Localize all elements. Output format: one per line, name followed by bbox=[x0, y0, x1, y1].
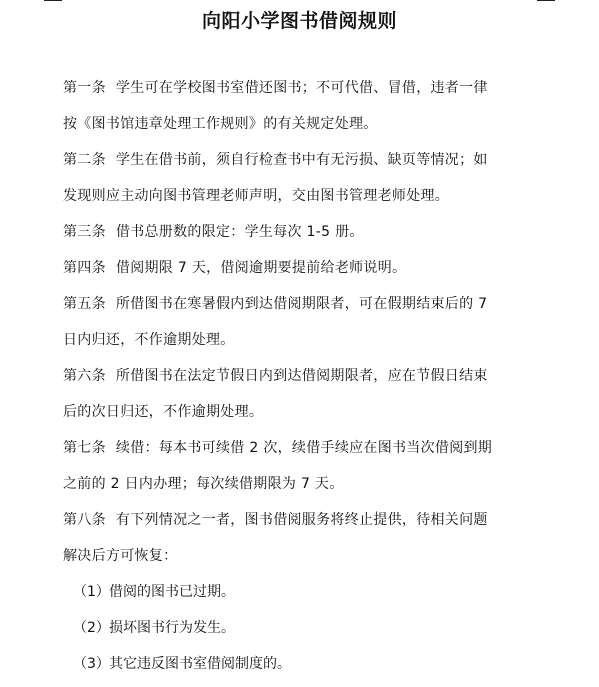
article-number: 第一条 bbox=[63, 80, 106, 96]
article-7-line-1 bbox=[63, 434, 535, 470]
rules-body bbox=[63, 74, 535, 686]
article-text: 学生可在学校图书室借还图书；不可代借、冒借，违者一律 bbox=[115, 80, 488, 96]
document-title: 向阳小学图书借阅规则 bbox=[201, 10, 397, 32]
article-6-line-1 bbox=[63, 362, 535, 398]
sub-item-number: （1） bbox=[73, 584, 110, 600]
article-3-line-1 bbox=[63, 218, 535, 254]
article-text: 有下列情况之一者，图书借阅服务将终止提供，待相关问题 bbox=[115, 512, 488, 528]
article-number: 第三条 bbox=[63, 224, 106, 240]
article-number: 第五条 bbox=[63, 296, 106, 312]
sub-item-number: （2） bbox=[73, 620, 110, 636]
article-text: 借阅期限 7 天，借阅逾期要提前给老师说明。 bbox=[115, 260, 407, 276]
article-1-line-1 bbox=[63, 74, 535, 110]
article-text: 续借：每本书可续借 2 次，续借手续应在图书当次借阅到期 bbox=[115, 440, 493, 456]
article-text: 所借图书在寒暑假内到达借阅期限者，可在假期结束后的 7 bbox=[115, 296, 488, 312]
article-number: 第六条 bbox=[63, 368, 106, 384]
article-1-line-2: 按《图书馆违章处理工作规则》的有关规定处理。 bbox=[63, 116, 378, 132]
article-8-line-1 bbox=[63, 506, 535, 542]
article-text: 所借图书在法定节假日内到达借阅期限者，应在节假日结束 bbox=[115, 368, 488, 384]
article-text: 借书总册数的限定：学生每次 1-5 册。 bbox=[115, 224, 364, 240]
article-number: 第二条 bbox=[63, 152, 106, 168]
article-8-line-2: 解决后方可恢复： bbox=[63, 548, 178, 564]
article-4-line-1 bbox=[63, 254, 535, 290]
article-text: 学生在借书前，须自行检查书中有无污损、缺页等情况；如 bbox=[115, 152, 488, 168]
sub-item-text: 借阅的图书已过期。 bbox=[109, 584, 235, 600]
article-5-line-1 bbox=[63, 290, 535, 326]
article-2-line-2: 发现则应主动向图书管理老师声明，交由图书管理老师处理。 bbox=[63, 188, 450, 204]
sub-item-number: （3） bbox=[73, 656, 110, 672]
article-2-line-1 bbox=[63, 146, 535, 182]
sub-item-1 bbox=[63, 578, 535, 614]
sub-item-3 bbox=[63, 650, 535, 686]
article-7-line-2: 之前的 2 日内办理；每次续借期限为 7 天。 bbox=[63, 476, 344, 492]
sub-item-text: 损坏图书行为发生。 bbox=[109, 620, 235, 636]
sub-item-text: 其它违反图书室借阅制度的。 bbox=[109, 656, 291, 672]
article-6-line-2: 后的次日归还，不作逾期处理。 bbox=[63, 404, 264, 420]
article-number: 第七条 bbox=[63, 440, 106, 456]
crop-mark-right bbox=[537, 0, 555, 1]
article-5-line-2: 日内归还，不作逾期处理。 bbox=[63, 332, 235, 348]
article-number: 第八条 bbox=[63, 512, 106, 528]
article-number: 第四条 bbox=[63, 260, 106, 276]
sub-item-2 bbox=[63, 614, 535, 650]
crop-mark-left bbox=[44, 0, 62, 1]
